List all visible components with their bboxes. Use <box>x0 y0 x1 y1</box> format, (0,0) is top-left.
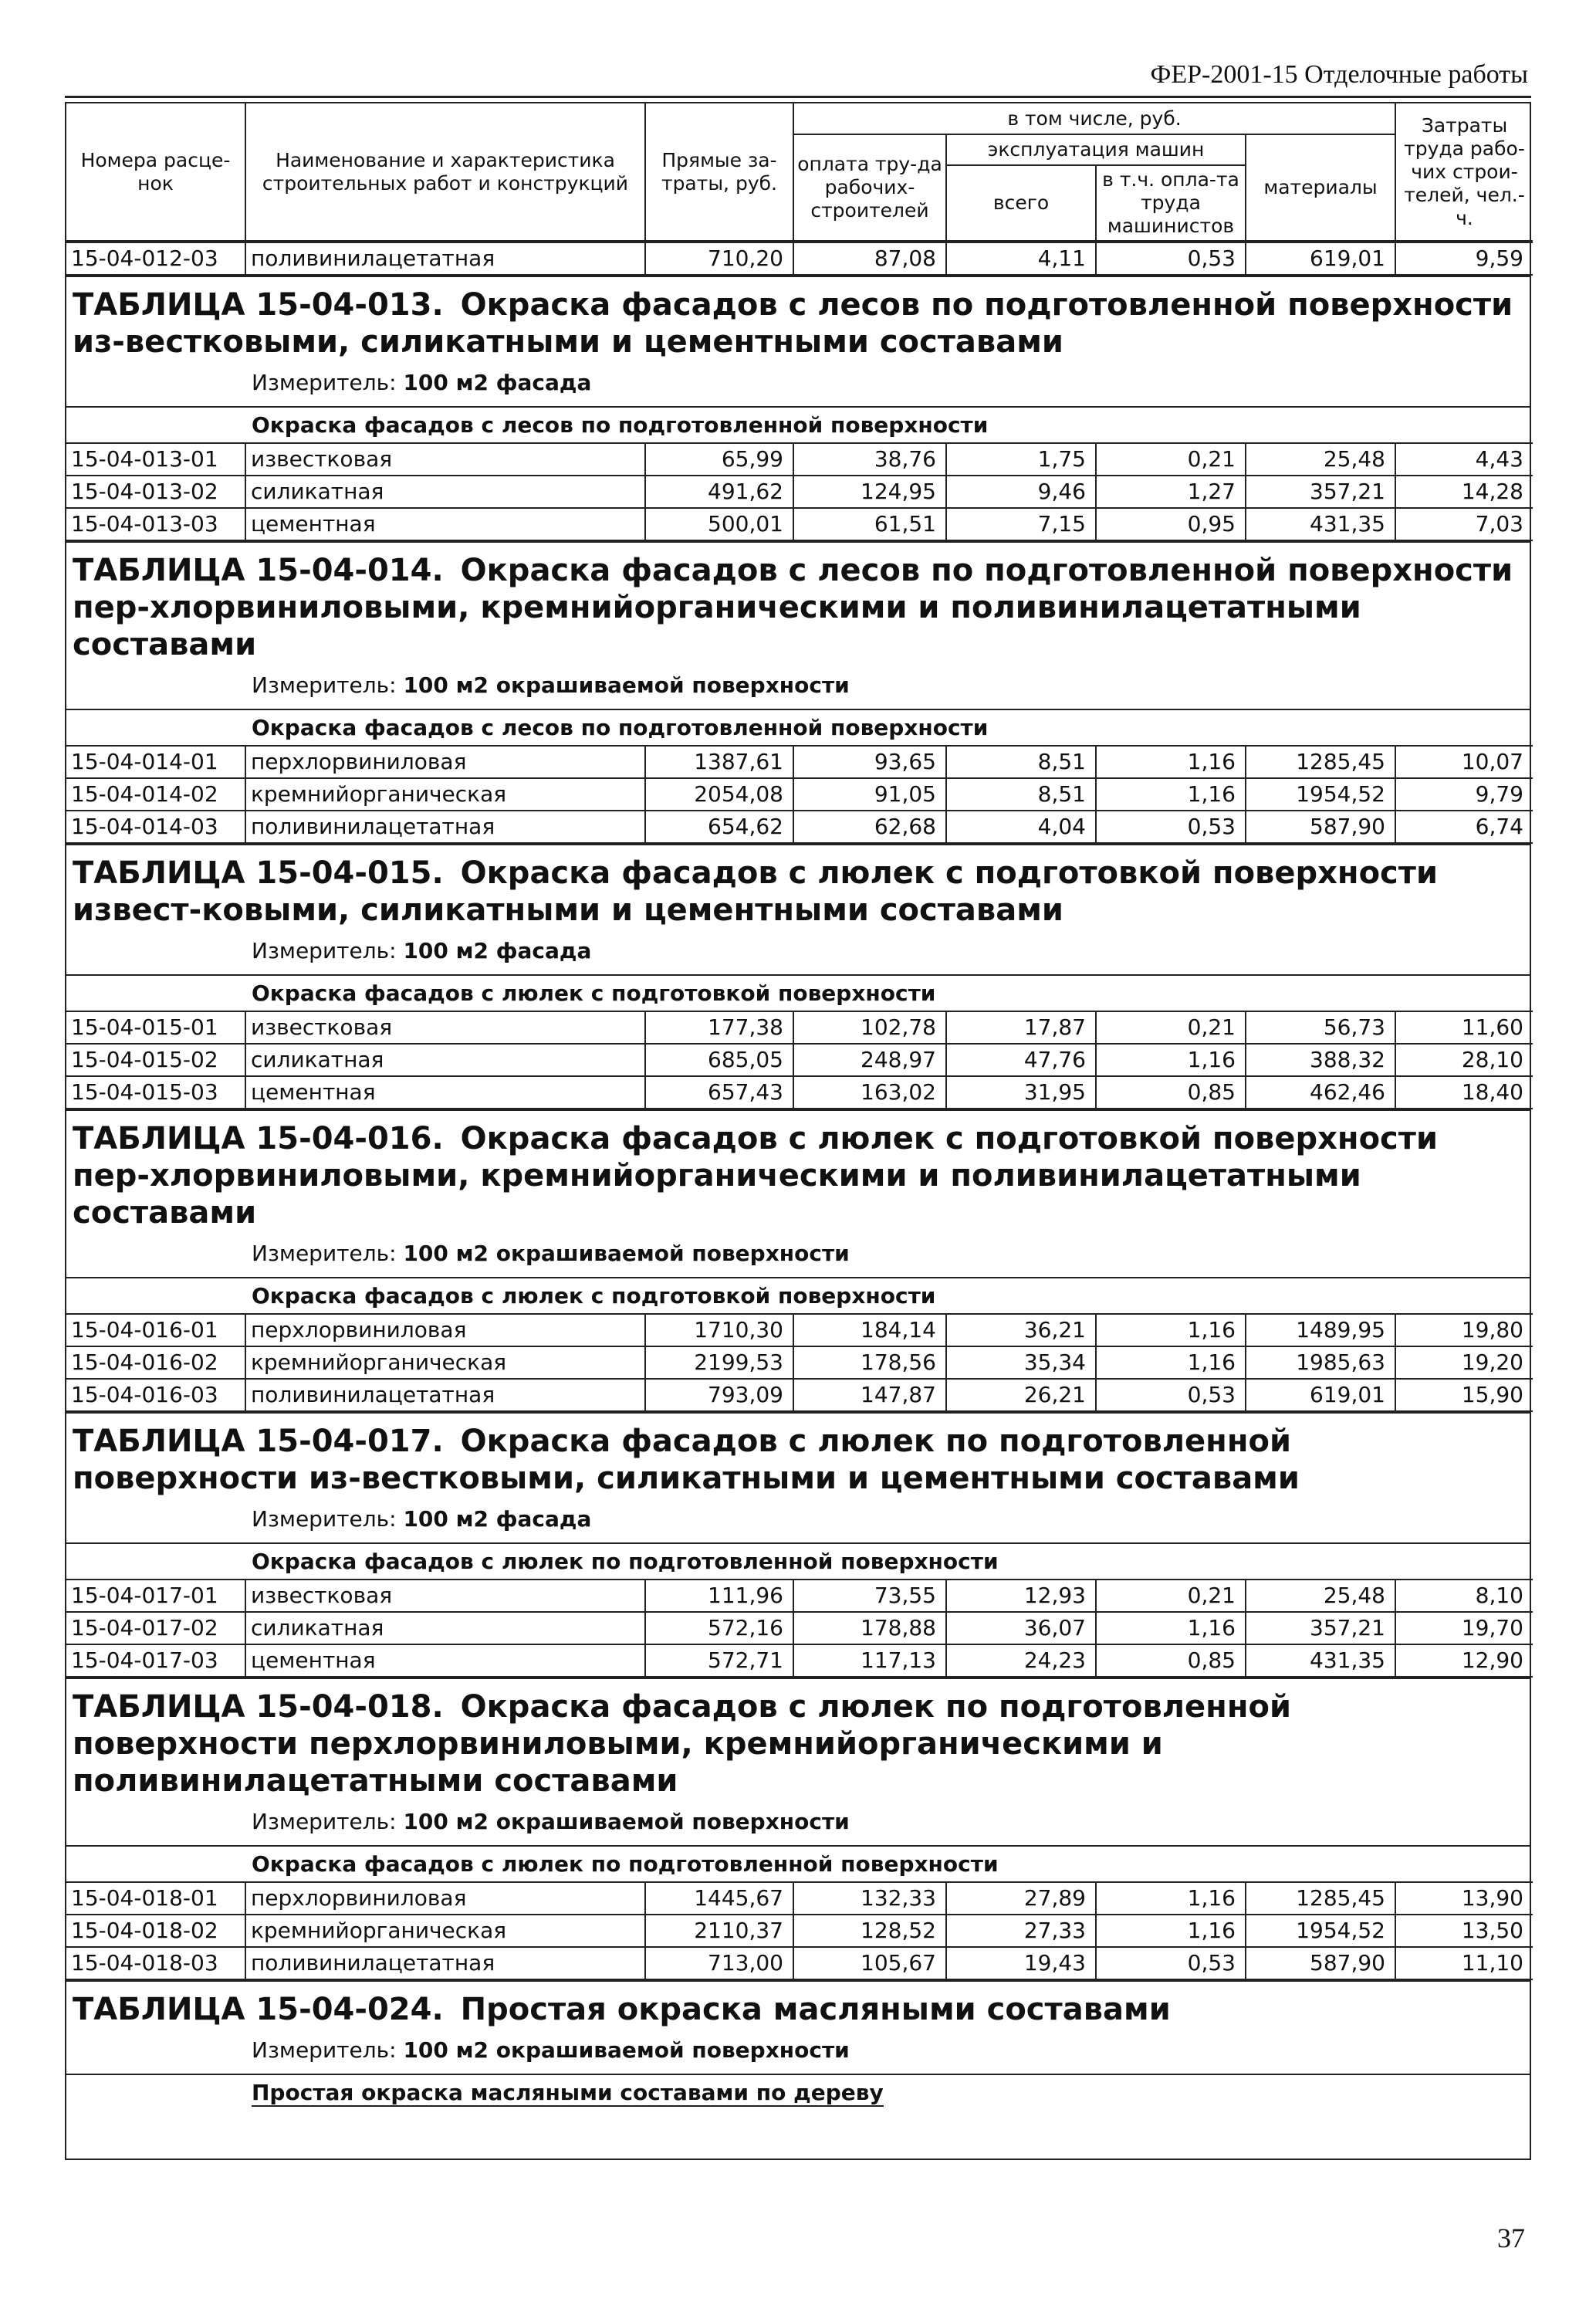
table-subheading-text: Окраска фасадов с лесов по подготовленной поверхности <box>252 715 989 740</box>
column-header-table <box>66 103 1533 242</box>
table-number: ТАБЛИЦА 15-04-014. <box>73 553 444 588</box>
row-labor: 178,88 <box>793 1612 946 1644</box>
row-labor: 128,52 <box>793 1915 946 1947</box>
table-row <box>66 1011 1533 1044</box>
table-title <box>66 1982 1530 2034</box>
table-title-text: Окраска фасадов с люлек по подготовленной поверхности из-вестковыми, силикатными и цементными составами <box>73 1424 1300 1496</box>
row-machines-total: 8,51 <box>946 746 1096 778</box>
row-code: 15-04-018-01 <box>66 1882 245 1915</box>
measure-value: 100 м2 окрашиваемой поверхности <box>403 2037 850 2063</box>
table-title <box>66 277 1530 367</box>
row-machines-total: 4,04 <box>946 811 1096 843</box>
row-machines-operators: 0,21 <box>1096 1580 1246 1612</box>
table-title-text: Окраска фасадов с люлек с подготовкой поверхности извест-ковыми, силикатными и цементными составами <box>73 855 1438 928</box>
table-subheading-text: Простая окраска масляными составами по дереву <box>252 2080 884 2105</box>
row-machines-operators: 1,27 <box>1096 476 1246 508</box>
row-labor: 61,51 <box>793 508 946 540</box>
row-materials: 25,48 <box>1246 1580 1395 1612</box>
row-machines-total: 27,33 <box>946 1915 1096 1947</box>
row-machines-total: 12,93 <box>946 1580 1096 1612</box>
row-machines-operators: 0,53 <box>1096 1947 1246 1979</box>
measure-label: Измеритель: <box>252 1809 397 1834</box>
table-title-text: Окраска фасадов с люлек по подготовленной поверхности перхлорвиниловыми, кремнийорганическими и поливинилацетатными составами <box>73 1689 1291 1799</box>
row-labor-hours: 8,10 <box>1395 1580 1533 1612</box>
row-name: силикатная <box>245 1612 645 1644</box>
row-materials: 1285,45 <box>1246 1882 1395 1915</box>
table-row <box>66 1580 1533 1612</box>
measure-label: Измеритель: <box>252 1506 397 1532</box>
row-machines-total: 19,43 <box>946 1947 1096 1979</box>
page-number: 37 <box>1497 2223 1525 2253</box>
row-labor-hours: 11,60 <box>1395 1011 1533 1044</box>
table-row <box>66 508 1533 540</box>
row-name: силикатная <box>245 476 645 508</box>
row-name: цементная <box>245 508 645 540</box>
row-direct: 1387,61 <box>645 746 793 778</box>
row-machines-operators: 1,16 <box>1096 746 1246 778</box>
row-machines-operators: 1,16 <box>1096 778 1246 811</box>
header-rule <box>65 96 1531 98</box>
row-labor-hours: 10,07 <box>1395 746 1533 778</box>
row-machines-operators: 0,21 <box>1096 1011 1246 1044</box>
row-code: 15-04-016-02 <box>66 1346 245 1379</box>
row-machines-operators: 1,16 <box>1096 1915 1246 1947</box>
col-header-labor-hours: Затраты труда рабо-чих строи-телей, чел.-ч. <box>1395 103 1533 241</box>
table-title-text: Окраска фасадов с лесов по подготовленной поверхности из-вестковыми, силикатными и цементными составами <box>73 287 1513 360</box>
table-number: ТАБЛИЦА 15-04-018. <box>73 1689 444 1725</box>
table-title <box>66 543 1530 669</box>
row-machines-operators: 0,21 <box>1096 443 1246 476</box>
table-row <box>66 778 1533 811</box>
measure-label: Измеритель: <box>252 938 397 963</box>
row-name: поливинилацетатная <box>245 1947 645 1979</box>
price-tables <box>66 276 1530 2110</box>
row-labor: 105,67 <box>793 1947 946 1979</box>
row-code: 15-04-018-02 <box>66 1915 245 1947</box>
measure-value: 100 м2 окрашиваемой поверхности <box>403 1241 850 1266</box>
row-code: 15-04-016-01 <box>66 1314 245 1346</box>
table-subheading-text: Окраска фасадов с лесов по подготовленной поверхности <box>252 412 989 438</box>
table-number: ТАБЛИЦА 15-04-024. <box>73 1992 444 2027</box>
row-name: кремнийорганическая <box>245 1346 645 1379</box>
row-labor-hours: 13,90 <box>1395 1882 1533 1915</box>
row-materials: 587,90 <box>1246 811 1395 843</box>
table-number: ТАБЛИЦА 15-04-013. <box>73 287 444 323</box>
row-machines-operators: 1,16 <box>1096 1044 1246 1076</box>
table-row <box>66 1882 1533 1915</box>
row-labor: 178,56 <box>793 1346 946 1379</box>
row-materials: 1985,63 <box>1246 1346 1395 1379</box>
table-row <box>66 1076 1533 1109</box>
row-materials: 619,01 <box>1246 1379 1395 1411</box>
table-row <box>66 1915 1533 1947</box>
table-subheading-text: Окраска фасадов с люлек с подготовкой поверхности <box>252 1283 936 1309</box>
row-machines-total: 9,46 <box>946 476 1096 508</box>
col-header-machines: эксплуатация машин <box>946 134 1246 165</box>
row-machines-total: 8,51 <box>946 778 1096 811</box>
row-labor: 147,87 <box>793 1379 946 1411</box>
row-code: 15-04-016-03 <box>66 1379 245 1411</box>
row-labor: 184,14 <box>793 1314 946 1346</box>
table-subheading-text: Окраска фасадов с люлек с подготовкой поверхности <box>252 980 936 1006</box>
row-machines-total: 27,89 <box>946 1882 1096 1915</box>
row-machines-operators: 1,16 <box>1096 1314 1246 1346</box>
row-name: цементная <box>245 1644 645 1677</box>
row-code: 15-04-012-03 <box>66 242 245 275</box>
table-subheading <box>66 406 1530 442</box>
row-machines-total: 7,15 <box>946 508 1096 540</box>
row-machines-total: 47,76 <box>946 1044 1096 1076</box>
price-table-block <box>66 1678 1530 1980</box>
measure-label: Измеритель: <box>252 1241 397 1266</box>
row-name: перхлорвиниловая <box>245 746 645 778</box>
price-rows-table <box>66 745 1533 844</box>
table-title <box>66 845 1530 935</box>
row-labor: 62,68 <box>793 811 946 843</box>
col-header-machines-total: всего <box>946 165 1096 241</box>
row-machines-operators: 1,16 <box>1096 1882 1246 1915</box>
row-name: перхлорвиниловая <box>245 1314 645 1346</box>
row-direct: 713,00 <box>645 1947 793 1979</box>
table-measure <box>66 1238 1530 1277</box>
table-row <box>66 811 1533 843</box>
row-direct: 111,96 <box>645 1580 793 1612</box>
row-name: известковая <box>245 1011 645 1044</box>
table-row <box>66 1346 1533 1379</box>
row-machines-total: 26,21 <box>946 1379 1096 1411</box>
table-title <box>66 1414 1530 1503</box>
table-title-text: Окраска фасадов с лесов по подготовленной поверхности пер-хлорвиниловыми, кремнийорганическими и поливинилацетатными составами <box>73 553 1513 662</box>
price-rows-table <box>66 1011 1533 1109</box>
row-code: 15-04-017-03 <box>66 1644 245 1677</box>
row-labor-hours: 6,74 <box>1395 811 1533 843</box>
row-code: 15-04-013-01 <box>66 443 245 476</box>
row-materials: 357,21 <box>1246 1612 1395 1644</box>
col-header-incl: в том числе, руб. <box>793 103 1395 134</box>
row-labor: 102,78 <box>793 1011 946 1044</box>
row-machines-operators: 0,85 <box>1096 1644 1246 1677</box>
row-labor-hours: 7,03 <box>1395 508 1533 540</box>
row-labor: 248,97 <box>793 1044 946 1076</box>
row-code: 15-04-013-02 <box>66 476 245 508</box>
col-header-code: Номера расце-нок <box>66 103 245 241</box>
row-materials: 587,90 <box>1246 1947 1395 1979</box>
row-direct: 1710,30 <box>645 1314 793 1346</box>
row-name: цементная <box>245 1076 645 1109</box>
price-table-block <box>66 1412 1530 1678</box>
row-materials: 462,46 <box>1246 1076 1395 1109</box>
row-materials: 1285,45 <box>1246 746 1395 778</box>
row-labor: 117,13 <box>793 1644 946 1677</box>
table-title <box>66 1679 1530 1806</box>
price-table-block <box>66 1980 1530 2110</box>
price-table-block <box>66 844 1530 1109</box>
table-row <box>66 1644 1533 1677</box>
table-row <box>66 242 1533 275</box>
row-direct: 657,43 <box>645 1076 793 1109</box>
row-name: кремнийорганическая <box>245 1915 645 1947</box>
table-row <box>66 1947 1533 1979</box>
row-labor-hours: 13,50 <box>1395 1915 1533 1947</box>
row-labor-hours: 15,90 <box>1395 1379 1533 1411</box>
table-measure <box>66 1503 1530 1542</box>
row-labor-hours: 11,10 <box>1395 1947 1533 1979</box>
row-machines-total: 36,21 <box>946 1314 1096 1346</box>
row-labor: 124,95 <box>793 476 946 508</box>
row-direct: 500,01 <box>645 508 793 540</box>
measure-value: 100 м2 фасада <box>403 370 592 395</box>
row-code: 15-04-017-02 <box>66 1612 245 1644</box>
table-row <box>66 1612 1533 1644</box>
table-row <box>66 1314 1533 1346</box>
row-materials: 431,35 <box>1246 508 1395 540</box>
table-subheading-text: Окраска фасадов с люлек по подготовленной поверхности <box>252 1851 999 1877</box>
row-materials: 619,01 <box>1246 242 1395 275</box>
price-table-block <box>66 1109 1530 1412</box>
measure-label: Измеритель: <box>252 370 397 395</box>
table-subheading <box>66 709 1530 745</box>
table-subheading <box>66 1277 1530 1313</box>
row-labor: 73,55 <box>793 1580 946 1612</box>
row-name: поливинилацетатная <box>245 242 645 275</box>
row-direct: 793,09 <box>645 1379 793 1411</box>
row-code: 15-04-015-02 <box>66 1044 245 1076</box>
row-machines-operators: 0,85 <box>1096 1076 1246 1109</box>
table-number: ТАБЛИЦА 15-04-015. <box>73 855 444 891</box>
table-subheading <box>66 1845 1530 1881</box>
row-direct: 491,62 <box>645 476 793 508</box>
price-table-block <box>66 541 1530 844</box>
row-code: 15-04-014-03 <box>66 811 245 843</box>
row-direct: 572,16 <box>645 1612 793 1644</box>
row-machines-total: 31,95 <box>946 1076 1096 1109</box>
table-measure <box>66 1806 1530 1845</box>
row-name: поливинилацетатная <box>245 811 645 843</box>
table-measure <box>66 669 1530 709</box>
row-name: известковая <box>245 443 645 476</box>
measure-value: 100 м2 фасада <box>403 1506 592 1532</box>
table-subheading-text: Окраска фасадов с люлек по подготовленной поверхности <box>252 1549 999 1574</box>
row-machines-total: 36,07 <box>946 1612 1096 1644</box>
table-title <box>66 1111 1530 1238</box>
row-direct: 2054,08 <box>645 778 793 811</box>
price-rows-table <box>66 442 1533 541</box>
price-table-block <box>66 276 1530 541</box>
row-labor-hours: 9,59 <box>1395 242 1533 275</box>
row-labor-hours: 19,80 <box>1395 1314 1533 1346</box>
row-labor: 132,33 <box>793 1882 946 1915</box>
row-direct: 685,05 <box>645 1044 793 1076</box>
top-row-table <box>66 242 1533 276</box>
table-row <box>66 443 1533 476</box>
row-labor-hours: 14,28 <box>1395 476 1533 508</box>
table-row <box>66 1379 1533 1411</box>
row-machines-total: 1,75 <box>946 443 1096 476</box>
row-materials: 388,32 <box>1246 1044 1395 1076</box>
row-code: 15-04-013-03 <box>66 508 245 540</box>
row-machines-operators: 1,16 <box>1096 1612 1246 1644</box>
row-labor-hours: 18,40 <box>1395 1076 1533 1109</box>
price-rows-table <box>66 1579 1533 1678</box>
row-name: поливинилацетатная <box>245 1379 645 1411</box>
table-measure <box>66 935 1530 974</box>
row-machines-total: 35,34 <box>946 1346 1096 1379</box>
table-measure <box>66 367 1530 406</box>
row-labor-hours: 28,10 <box>1395 1044 1533 1076</box>
row-materials: 1954,52 <box>1246 778 1395 811</box>
row-machines-total: 17,87 <box>946 1011 1096 1044</box>
row-direct: 2199,53 <box>645 1346 793 1379</box>
row-code: 15-04-018-03 <box>66 1947 245 1979</box>
table-subheading <box>66 2074 1530 2110</box>
row-code: 15-04-015-01 <box>66 1011 245 1044</box>
row-materials: 357,21 <box>1246 476 1395 508</box>
row-name: силикатная <box>245 1044 645 1076</box>
row-labor: 87,08 <box>793 242 946 275</box>
row-direct: 65,99 <box>645 443 793 476</box>
row-machines-total: 4,11 <box>946 242 1096 275</box>
row-materials: 1489,95 <box>1246 1314 1395 1346</box>
row-code: 15-04-017-01 <box>66 1580 245 1612</box>
measure-value: 100 м2 фасада <box>403 938 592 963</box>
running-header: ФЕР-2001-15 Отделочные работы <box>1150 60 1528 89</box>
measure-value: 100 м2 окрашиваемой поверхности <box>403 1809 850 1834</box>
row-materials: 56,73 <box>1246 1011 1395 1044</box>
measure-value: 100 м2 окрашиваемой поверхности <box>403 672 850 698</box>
table-subheading <box>66 974 1530 1011</box>
row-direct: 177,38 <box>645 1011 793 1044</box>
row-name: перхлорвиниловая <box>245 1882 645 1915</box>
row-code: 15-04-014-02 <box>66 778 245 811</box>
row-labor: 91,05 <box>793 778 946 811</box>
row-materials: 25,48 <box>1246 443 1395 476</box>
row-machines-operators: 0,53 <box>1096 1379 1246 1411</box>
table-number: ТАБЛИЦА 15-04-017. <box>73 1424 444 1459</box>
row-name: известковая <box>245 1580 645 1612</box>
row-labor: 163,02 <box>793 1076 946 1109</box>
col-header-direct: Прямые за-траты, руб. <box>645 103 793 241</box>
price-rows-table <box>66 1881 1533 1980</box>
row-materials: 1954,52 <box>1246 1915 1395 1947</box>
table-row <box>66 1044 1533 1076</box>
table-title-text: Простая окраска масляными составами <box>460 1992 1171 2027</box>
col-header-materials: материалы <box>1246 134 1395 241</box>
row-labor-hours: 12,90 <box>1395 1644 1533 1677</box>
col-header-machines-operators: в т.ч. опла-та труда машинистов <box>1096 165 1246 241</box>
table-subheading <box>66 1542 1530 1579</box>
row-direct: 654,62 <box>645 811 793 843</box>
row-code: 15-04-014-01 <box>66 746 245 778</box>
row-direct: 572,71 <box>645 1644 793 1677</box>
row-materials: 431,35 <box>1246 1644 1395 1677</box>
row-direct: 710,20 <box>645 242 793 275</box>
table-measure <box>66 2034 1530 2074</box>
table-row <box>66 476 1533 508</box>
row-machines-operators: 0,53 <box>1096 811 1246 843</box>
row-labor-hours: 19,20 <box>1395 1346 1533 1379</box>
measure-label: Измеритель: <box>252 672 397 698</box>
row-machines-operators: 1,16 <box>1096 1346 1246 1379</box>
row-name: кремнийорганическая <box>245 778 645 811</box>
col-header-labor: оплата тру-да рабочих-строителей <box>793 134 946 241</box>
row-machines-operators: 0,95 <box>1096 508 1246 540</box>
row-labor-hours: 9,79 <box>1395 778 1533 811</box>
table-row <box>66 746 1533 778</box>
document-frame <box>65 102 1531 2160</box>
row-direct: 1445,67 <box>645 1882 793 1915</box>
row-labor: 38,76 <box>793 443 946 476</box>
price-rows-table <box>66 1313 1533 1412</box>
row-labor-hours: 4,43 <box>1395 443 1533 476</box>
table-number: ТАБЛИЦА 15-04-016. <box>73 1121 444 1156</box>
col-header-name: Наименование и характеристика строительных работ и конструкций <box>245 103 645 241</box>
table-title-text: Окраска фасадов с люлек с подготовкой поверхности пер-хлорвиниловыми, кремнийорганическими и поливинилацетатными составами <box>73 1121 1438 1231</box>
row-machines-operators: 0,53 <box>1096 242 1246 275</box>
row-machines-total: 24,23 <box>946 1644 1096 1677</box>
row-labor: 93,65 <box>793 746 946 778</box>
row-code: 15-04-015-03 <box>66 1076 245 1109</box>
measure-label: Измеритель: <box>252 2037 397 2063</box>
row-direct: 2110,37 <box>645 1915 793 1947</box>
row-labor-hours: 19,70 <box>1395 1612 1533 1644</box>
